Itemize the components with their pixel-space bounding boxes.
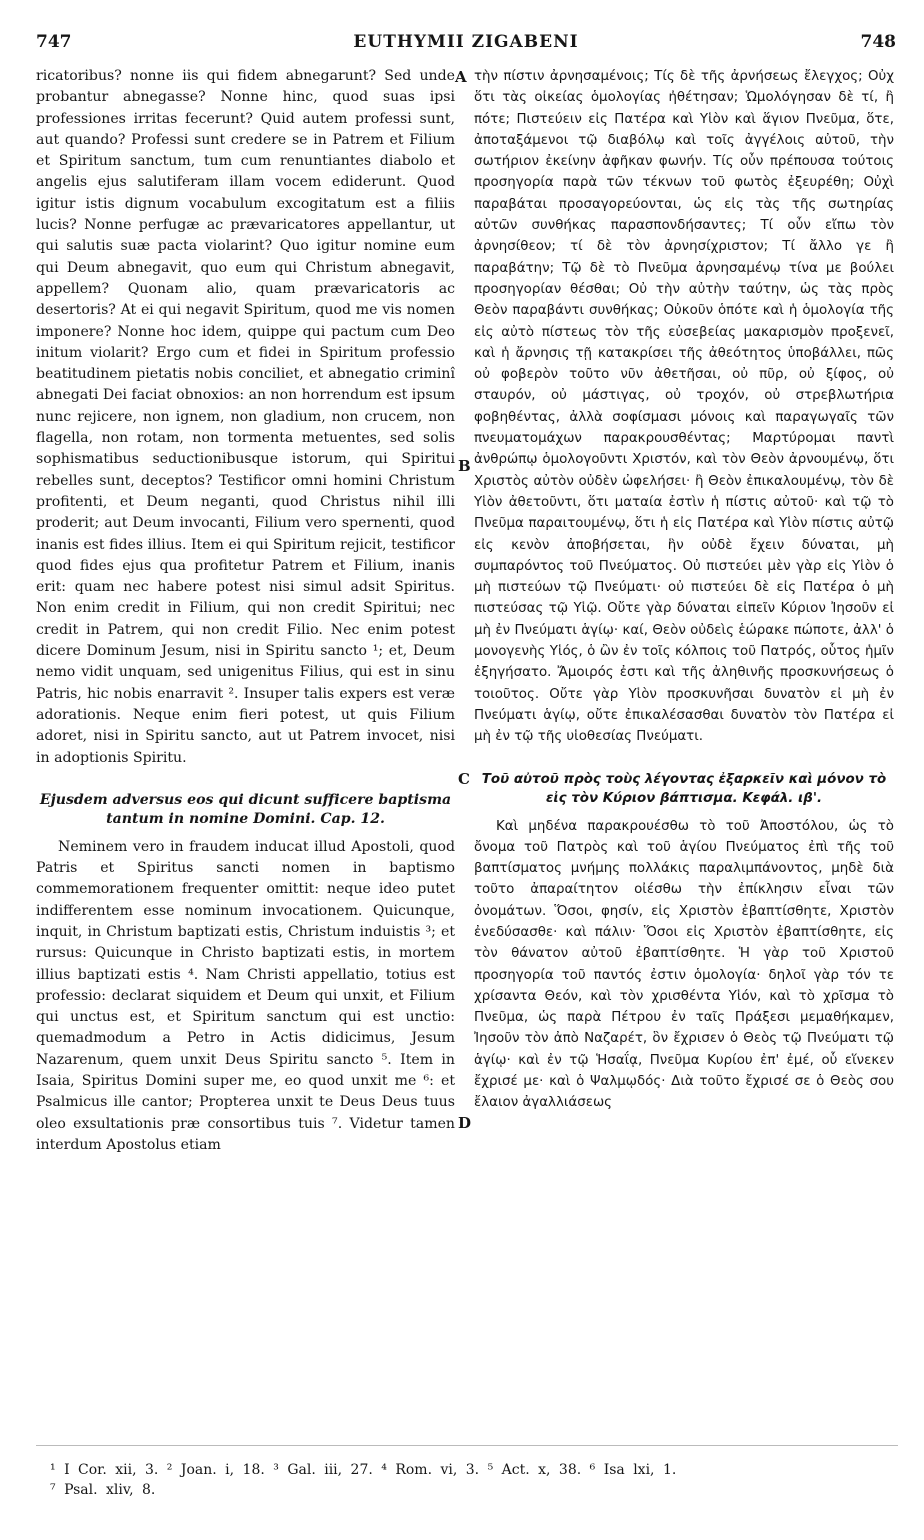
footnote-rule [36,1445,898,1446]
margin-letter-c: C [458,770,470,788]
latin-paragraph-1: ricatoribus? nonne iis qui fidem abnegarunt? Sed unde probantur abnegasse? Nonne hinc, quod suas ipsi professiones irritas fecerunt? Quid autem professi sunt, aut quando? Professi sunt credere se in Patrem et Filium et Spiritum sanctum, tum cum renuntiantes diabolo et angelis ejus salutiferam illam vocem ediderunt. Quod igitur istis dignum vocabulum excogitatum est a filiis lucis? Nonne perfugæ ac prævaricatores appellantur, ut qui salutis suæ pacta violarint? Quo igitur nomine eum qui Deum abnegavit, quo eum qui Christum abnegavit, appellem? Quonam alio, quam prævaricatoris ac desertoris? At ei qui negavit Spiritum, quod me vis nomen imponere? Nonne hoc idem, quippe qui pactum cum Deo initum violarit? Ergo cum et fidei in Spiritum professio beatitudinem pietatis nobis conciliet, et abnegatio criminî abnegati Dei faciat obnoxios: an non horrendum est ipsum nunc rejicere, non ignem, non gladium, non crucem, non flagella, non rotam, non tormenta metuentes, sed solis sophismatibus seductionibusque istorum, qui Spiritui rebelles sunt, deceptos? Testificor omni homini Christum profitenti, et Deum neganti, quod Christus nihil illi proderit; aut Deum invocanti, Filium vero spernenti, quod inanis est fides illius. Item ei qui Spiritum rejicit, testificor quod fides ejus qua profitetur Patrem et Filium, inanis erit: quam nec habere potest nisi simul adsit Spiritus. Non enim credit in Filium, qui non credit Spiritui; nec credit in Patrem, qui non credit Filio. Nec enim potest dicere Dominum Jesum, nisi in Spiritu sancto ¹; et, Deum nemo vidit unquam, sed unigenitus Filius, qui est in sinu Patris, hic nobis enarravit ². Insuper talis expers est veræ adorationis. Neque enim fieri potest, ut quis Filium adoret, nisi in Spiritu sancto, aut ut Patrem invocet, nisi in adoptionis Spiritu. [36,68,455,766]
greek-column [474,66,894,1114]
latin-section-title: Ejusdem adversus eos qui dicunt sufficere baptisma tantum in nomine Domini. Cap. 12. [39,791,452,827]
page-number-right: 748 [860,32,896,52]
page-number-left: 747 [36,32,72,52]
greek-section-title: Τοῦ αὐτοῦ πρὸς τοὺς λέγοντας ἐξαρκεῖν καὶ μόνον τὸ εἰς τὸν Κύριον βάπτισμα. Κεφάλ. ιβ'. [481,771,887,806]
margin-letter-a: A [455,68,467,86]
footnote-line-2: ⁷ Psal. xliv, 8. [50,1482,156,1498]
greek-paragraph-2: Καὶ μηδένα παρακρουέσθω τὸ τοῦ Ἀποστόλου, ὡς τὸ ὄνομα τοῦ Πατρὸς καὶ τοῦ ἁγίου Πνεύματος ἐπὶ τῆς τοῦ βαπτίσματος μνήμης πολλάκις παραλιμπάνοντος, μηδὲ διὰ τοῦτο ἀπαραίτητον οἰέσθω τὴν ἐπίκλησιν εἶναι τῶν ὀνομάτων. Ὅσοι, φησίν, εἰς Χριστὸν ἐβαπτίσθητε, Χριστὸν ἐνεδύσασθε· καὶ πάλιν· Ὅσοι εἰς Χριστὸν ἐβαπτίσθητε, εἰς τὸν θάνατον αὐτοῦ ἐβαπτίσθητε. Ἡ γὰρ τοῦ Χριστοῦ προσηγορία τοῦ παντός ἐστιν ὁμολογία· δηλοῖ γὰρ τόν τε χρίσαντα Θεόν, καὶ τὸν χρισθέντα Υἱόν, καὶ τὸ χρῖσμα τὸ Πνεῦμα, ὡς παρὰ Πέτρου ἐν ταῖς Πράξεσι μεμαθήκαμεν, Ἰησοῦν τὸν ἀπὸ Ναζαρέτ, ὃν ἔχρισεν ὁ Θεὸς τῷ Πνεύματι τῷ ἁγίῳ· καὶ ἐν τῷ Ἡσαΐᾳ, Πνεῦμα Κυρίου ἐπ' ἐμέ, οὗ εἵνεκεν ἔχρισέ με· καὶ ὁ Ψαλμῳδός· Διὰ τοῦτο ἔχρισέ σε ὁ Θεὸς σου ἔλαιον ἀγαλλιάσεως [474,818,894,1111]
greek-paragraph-1: τὴν πίστιν ἀρνησαμένοις; Τίς δὲ τῆς ἀρνήσεως ἔλεγχος; Οὐχ ὅτι τὰς οἰκείας ὁμολογίας ἠθέτησαν; Ὡμολόγησαν δὲ τί, ἢ πότε; Πιστεύειν εἰς Πατέρα καὶ Υἱὸν καὶ ἅγιον Πνεῦμα, ὅτε, ἀποταξάμενοι τῷ διαβόλῳ καὶ τοῖς ἀγγέλοις αὐτοῦ, τὴν σωτήριον ἐκείνην ἀφῆκαν φωνήν. Τίς οὖν πρέπουσα τούτοις προσηγορία παρὰ τῶν τέκνων τοῦ φωτὸς ἐξευρέθη; Οὐχὶ παραβάται προσαγορεύονται, ὡς εἰς τὰς τῆς σωτηρίας αὐτῶν συνθήκας παρασπονδήσαντες; Τί οὖν εἴπω τὸν ἀρνησίθεον; τί δὲ τὸν ἀρνησίχριστον; Τί ἄλλο γε ἢ παραβάτην; Τῷ δὲ τὸ Πνεῦμα ἀρνησαμένῳ τίνα με βούλει προσηγορίαν θέσθαι; Οὐ τὴν αὐτὴν ταύτην, ὡς τὰς πρὸς Θεὸν παραβάντι συνθήκας; Οὐκοῦν ὁπότε καὶ ἡ ὁμολογία τῆς εἰς αὐτὸ πίστεως τὸν τῆς εὐσεβείας μακαρισμὸν προξενεῖ, καὶ ἡ ἄρνησις τῇ κατακρίσει τῆς ἀθεότητος ὑποβάλλει, πῶς οὐ φοβερὸν τοῦτο νῦν ἀθετῆσαι, οὐ πῦρ, οὐ ξίφος, οὐ σταυρόν, οὐ μάστιγας, οὐ τροχόν, οὐ στρεβλωτήρια φοβηθέντας, ἀλλὰ σοφίσμασι μόνοις καὶ παραγωγαῖς τῶν πνευματομάχων παρακρουσθέντας; Μαρτύρομαι παντὶ ἀνθρώπῳ ὁμολογοῦντι Χριστόν, καὶ τὸν Θεὸν ἀρνουμένῳ, ὅτι Χριστὸς αὐτὸν οὐδὲν ὠφελήσει· ἢ Θεὸν ἐπικαλουμένῳ, τὸν δὲ Υἱὸν ἀθετοῦντι, ὅτι ματαία ἐστὶν ἡ πίστις αὐτοῦ· καὶ τῷ τὸ Πνεῦμα παραιτουμένῳ, ὅτι ἡ εἰς Πατέρα καὶ Υἱὸν πίστις αὐτῷ εἰς κενὸν ἀποβήσεται, ἣν οὐδὲ ἔχειν δύναται, μὴ συμπαρόντος τοῦ Πνεύματος. Οὐ πιστεύει μὲν γὰρ εἰς Υἱὸν ὁ μὴ πιστεύων τῷ Πνεύματι· οὐ πιστεύει δὲ εἰς Πατέρα ὁ μὴ πιστεύσας τῷ Υἱῷ. Οὔτε γὰρ δύναται εἰπεῖν Κύριον Ἰησοῦν εἰ μὴ ἐν Πνεύματι ἁγίῳ· καί, Θεὸν οὐδεὶς ἑώρακε πώποτε, ἀλλ' ὁ μονογενὴς Υἱός, ὁ ὢν ἐν τοῖς κόλποις τοῦ Πατρός, οὗτος ἡμῖν ἐξηγήσατο. Ἄμοιρός ἐστι καὶ τῆς ἀληθινῆς προσκυνήσεως ὁ τοιοῦτος. Οὔτε γὰρ Υἱὸν προσκυνῆσαι δυνατὸν εἰ μὴ ἐν Πνεύματι ἁγίῳ, οὔτε ἐπικαλέσασθαι δυνατὸν τὸν Πατέρα εἰ μὴ ἐν τῷ τῆς υἱοθεσίας Πνεύματι. [474,69,894,745]
latin-column [36,66,455,1156]
page-header [34,32,898,58]
running-title: EUTHYMII ZIGABENI [353,32,579,52]
footnotes [50,1460,894,1500]
latin-paragraph-2: Neminem vero in fraudem inducat illud Apostoli, quod Patris et Spiritus sancti nomen in baptismo commemorationem frequenter omittit: neque ideo putet indifferentem esse nominum invocationem. Quicunque, inquit, in Christum baptizati estis, Christum induistis ³; et rursus: Quicunque in Christo baptizati estis, in mortem illius baptizati estis ⁴. Nam Christi appellatio, totius est professio: declarat siquidem et Deum qui unxit, et Filium qui unctus est, et Spiritum sanctum qui est unctio: quemadmodum a Petro in Actis didicimus, Jesum Nazarenum, quem unxit Deus Spiritu sancto ⁵. Item in Isaia, Spiritus Domini super me, eo quod unxit me ⁶: et Psalmicus ille cantor; Propterea unxit te Deus Deus tuus oleo exsultationis præ consortibus tuis ⁷. Videtur tamen interdum Apostolus etiam [36,838,455,1153]
footnote-line-1: ¹ I Cor. xii, 3. ² Joan. i, 18. ³ Gal. iii, 27. ⁴ Rom. vi, 3. ⁵ Act. x, 38. ⁶ Isa lxi, 1. [50,1462,677,1478]
margin-letter-b: B [458,457,471,475]
margin-letter-d: D [458,1114,472,1132]
